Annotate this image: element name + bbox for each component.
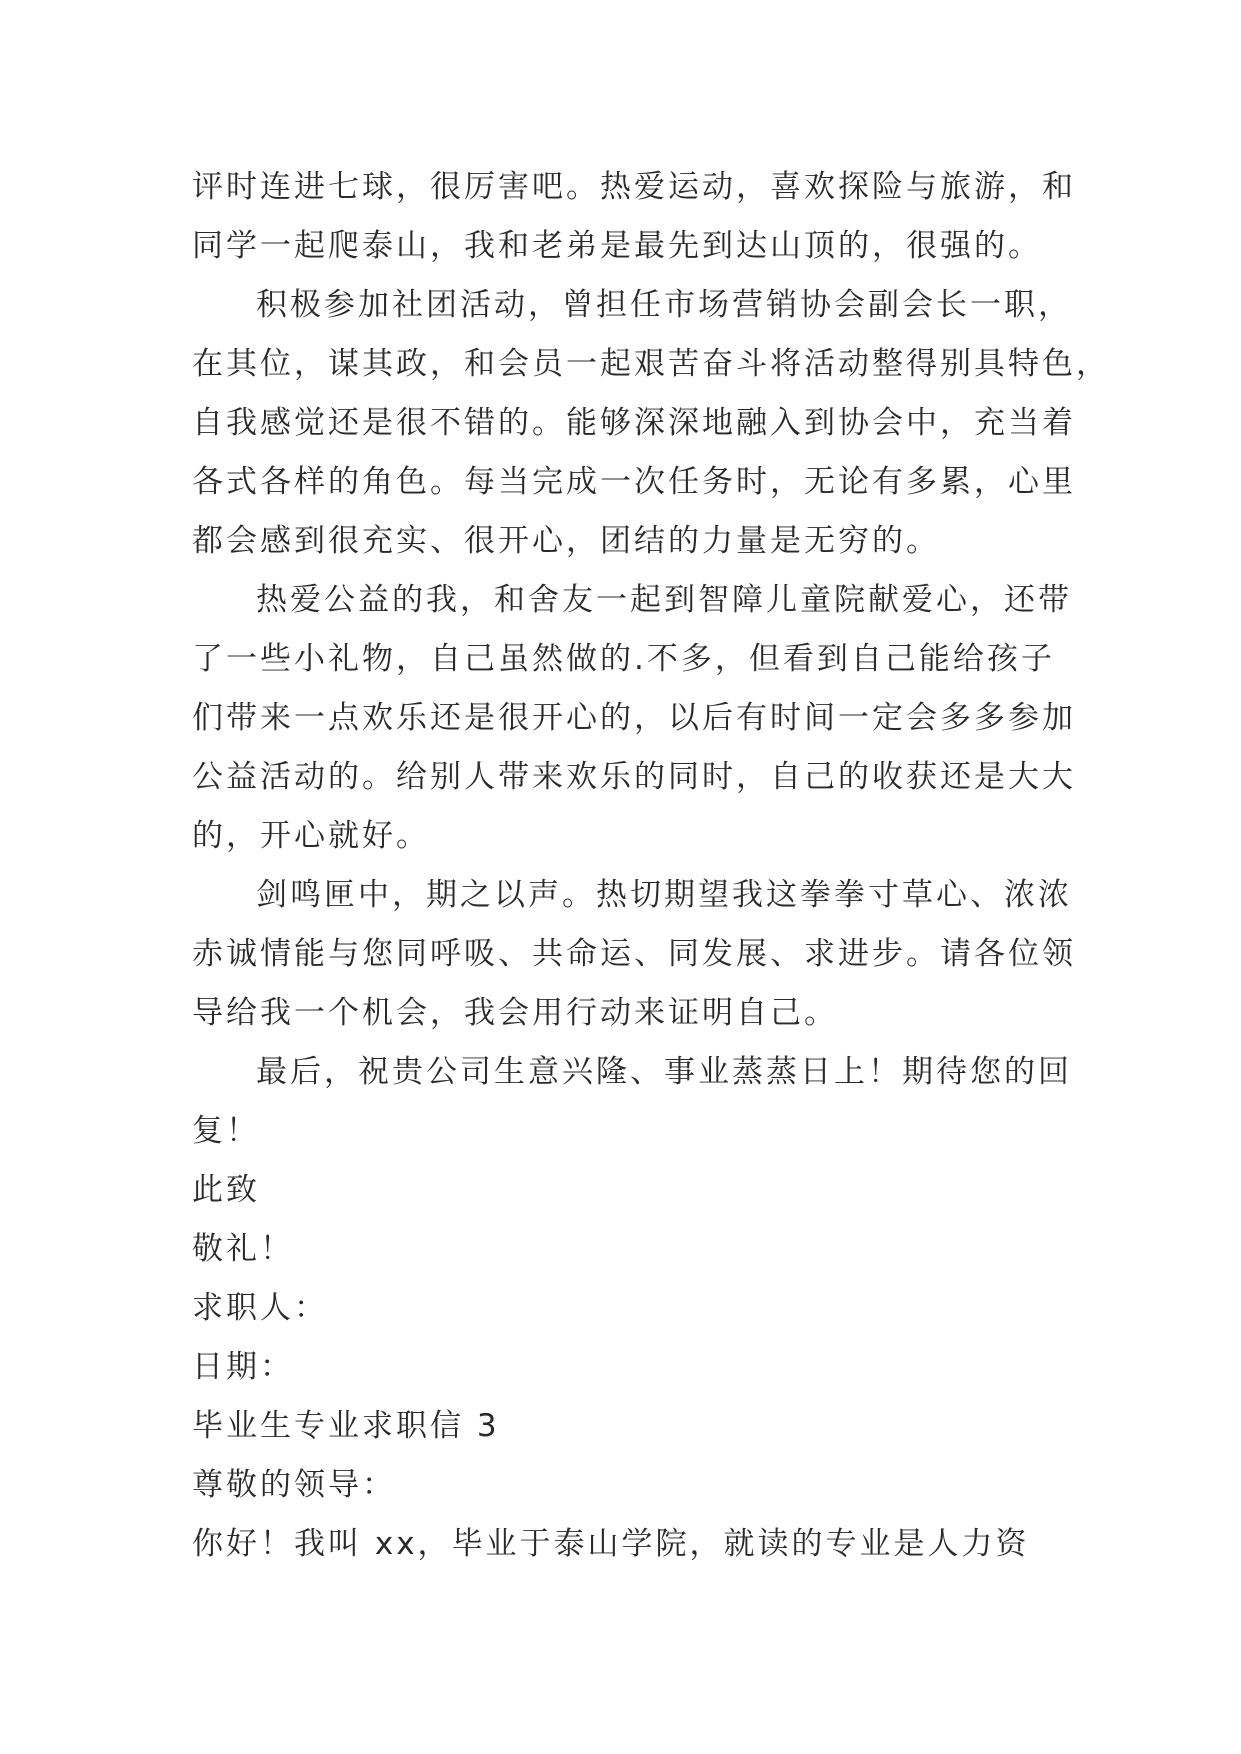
paragraph-aspiration <box>192 866 1076 1043</box>
text-line: 在其位，谋其政，和会员一起艰苦奋斗将活动整得别具特色， <box>192 346 1110 382</box>
text-line: 的，开心就好。 <box>192 818 430 854</box>
text-line: 同学一起爬泰山，我和老弟是最先到达山顶的，很强的。 <box>192 228 1042 264</box>
letter-body <box>192 158 1110 1574</box>
text-line: 积极参加社团活动，曾担任市场营销协会副会长一职， <box>256 287 1072 323</box>
text-line: 评时连进七球，很厉害吧。热爱运动，喜欢探险与旅游，和 <box>192 169 1076 205</box>
text-line: 各式各样的角色。每当完成一次任务时，无论有多累，心里 <box>192 464 1076 500</box>
salute-phrase: 敬礼！ <box>192 1231 294 1267</box>
greeting: 尊敬的领导： <box>192 1467 396 1503</box>
text-line: 了一些小礼物，自己虽然做的.不多，但看到自己能给孩子 <box>192 641 1055 677</box>
paragraph-wishes <box>192 1043 1072 1161</box>
text-line: 剑鸣匣中，期之以声。热切期望我这拳拳寸草心、浓浓 <box>256 877 1072 913</box>
paragraph-sports <box>192 158 1076 276</box>
text-line: 自我感觉还是很不错的。能够深深地融入到协会中，充当着 <box>192 405 1076 441</box>
paragraph-charity <box>192 571 1076 866</box>
applicant-label: 求职人： <box>192 1290 328 1326</box>
text-line: 复！ <box>192 1113 260 1149</box>
text-line: 们带来一点欢乐还是很开心的，以后有时间一定会多多参加 <box>192 700 1076 736</box>
text-line: 最后，祝贵公司生意兴隆、事业蒸蒸日上！期待您的回 <box>256 1054 1072 1090</box>
date-label: 日期： <box>192 1349 294 1385</box>
text-line: 都会感到很充实、很开心，团结的力量是无穷的。 <box>192 523 940 559</box>
paragraph-club <box>192 276 1110 571</box>
text-line: 热爱公益的我，和舍友一起到智障儿童院献爱心，还带 <box>256 582 1072 618</box>
closing-phrase: 此致 <box>192 1172 260 1208</box>
text-line: 导给我一个机会，我会用行动来证明自己。 <box>192 995 838 1031</box>
text-line: 公益活动的。给别人带来欢乐的同时，自己的收获还是大大 <box>192 759 1076 795</box>
intro-line: 你好！我叫 xx，毕业于泰山学院，就读的专业是人力资 <box>192 1526 1030 1562</box>
section-title: 毕业生专业求职信 3 <box>192 1408 500 1444</box>
text-line: 赤诚情能与您同呼吸、共命运、同发展、求进步。请各位领 <box>192 936 1076 972</box>
